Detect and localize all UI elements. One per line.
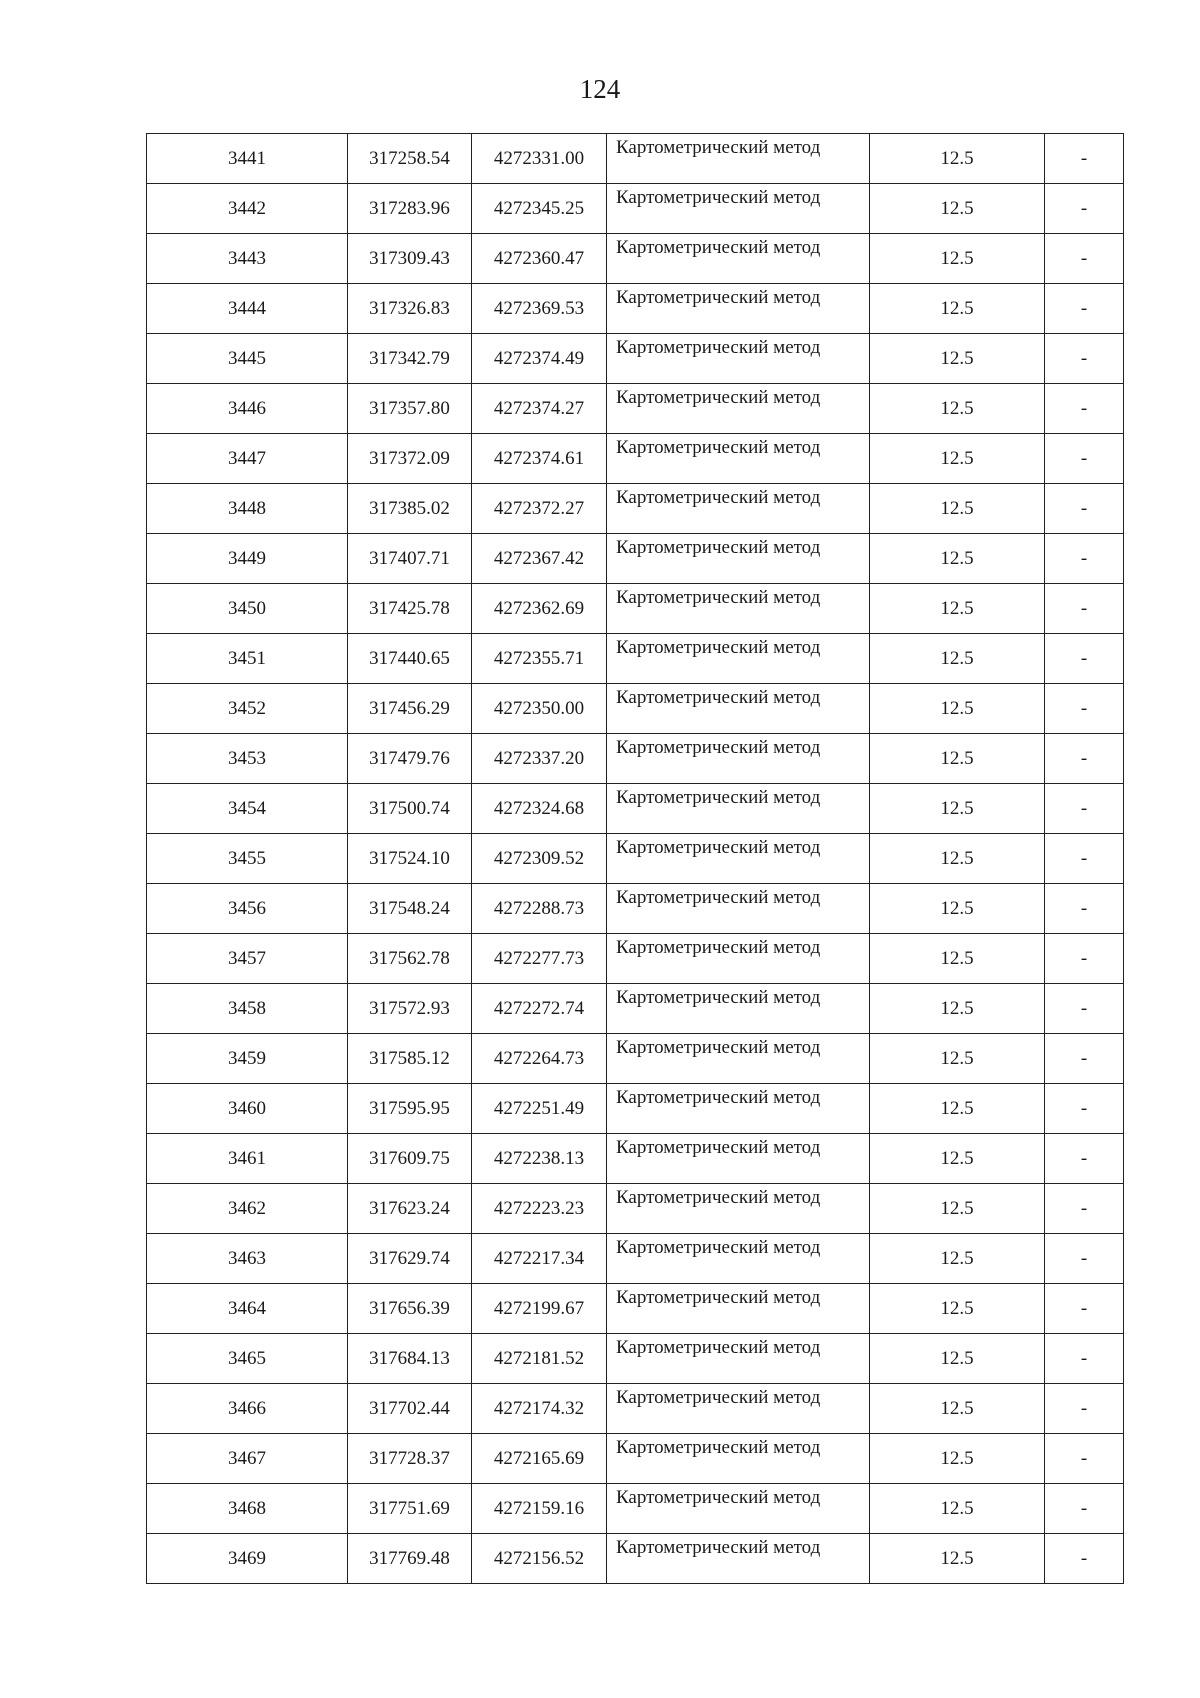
accuracy-cell: 12.5 bbox=[870, 734, 1045, 784]
x-coordinate-cell: 317425.78 bbox=[348, 584, 472, 634]
x-coordinate-cell: 317702.44 bbox=[348, 1384, 472, 1434]
x-coordinate-cell: 317609.75 bbox=[348, 1134, 472, 1184]
table-row bbox=[147, 1534, 1124, 1584]
x-coordinate-cell: 317751.69 bbox=[348, 1484, 472, 1534]
point-number-cell: 3460 bbox=[147, 1084, 348, 1134]
table-row bbox=[147, 684, 1124, 734]
note-cell: - bbox=[1045, 284, 1124, 334]
coordinates-table-body bbox=[147, 134, 1124, 1584]
point-number-cell: 3446 bbox=[147, 384, 348, 434]
accuracy-cell: 12.5 bbox=[870, 334, 1045, 384]
table-row bbox=[147, 584, 1124, 634]
method-cell: Картометрический метод bbox=[607, 1334, 870, 1384]
y-coordinate-cell: 4272360.47 bbox=[472, 234, 607, 284]
x-coordinate-cell: 317283.96 bbox=[348, 184, 472, 234]
y-coordinate-cell: 4272156.52 bbox=[472, 1534, 607, 1584]
method-cell: Картометрический метод bbox=[607, 584, 870, 634]
method-cell: Картометрический метод bbox=[607, 834, 870, 884]
point-number-cell: 3452 bbox=[147, 684, 348, 734]
table-row bbox=[147, 784, 1124, 834]
x-coordinate-cell: 317342.79 bbox=[348, 334, 472, 384]
accuracy-cell: 12.5 bbox=[870, 984, 1045, 1034]
method-cell: Картометрический метод bbox=[607, 634, 870, 684]
x-coordinate-cell: 317656.39 bbox=[348, 1284, 472, 1334]
point-number-cell: 3463 bbox=[147, 1234, 348, 1284]
accuracy-cell: 12.5 bbox=[870, 1234, 1045, 1284]
y-coordinate-cell: 4272374.61 bbox=[472, 434, 607, 484]
accuracy-cell: 12.5 bbox=[870, 434, 1045, 484]
method-cell: Картометрический метод bbox=[607, 484, 870, 534]
x-coordinate-cell: 317769.48 bbox=[348, 1534, 472, 1584]
x-coordinate-cell: 317585.12 bbox=[348, 1034, 472, 1084]
x-coordinate-cell: 317385.02 bbox=[348, 484, 472, 534]
accuracy-cell: 12.5 bbox=[870, 184, 1045, 234]
accuracy-cell: 12.5 bbox=[870, 634, 1045, 684]
method-cell: Картометрический метод bbox=[607, 184, 870, 234]
note-cell: - bbox=[1045, 434, 1124, 484]
note-cell: - bbox=[1045, 384, 1124, 434]
y-coordinate-cell: 4272181.52 bbox=[472, 1334, 607, 1384]
point-number-cell: 3448 bbox=[147, 484, 348, 534]
point-number-cell: 3458 bbox=[147, 984, 348, 1034]
note-cell: - bbox=[1045, 1284, 1124, 1334]
y-coordinate-cell: 4272362.69 bbox=[472, 584, 607, 634]
y-coordinate-cell: 4272345.25 bbox=[472, 184, 607, 234]
y-coordinate-cell: 4272369.53 bbox=[472, 284, 607, 334]
x-coordinate-cell: 317548.24 bbox=[348, 884, 472, 934]
method-cell: Картометрический метод bbox=[607, 1534, 870, 1584]
method-cell: Картометрический метод bbox=[607, 734, 870, 784]
y-coordinate-cell: 4272238.13 bbox=[472, 1134, 607, 1184]
table-row bbox=[147, 284, 1124, 334]
x-coordinate-cell: 317479.76 bbox=[348, 734, 472, 784]
note-cell: - bbox=[1045, 1384, 1124, 1434]
point-number-cell: 3447 bbox=[147, 434, 348, 484]
accuracy-cell: 12.5 bbox=[870, 784, 1045, 834]
table-row bbox=[147, 634, 1124, 684]
point-number-cell: 3442 bbox=[147, 184, 348, 234]
note-cell: - bbox=[1045, 1084, 1124, 1134]
x-coordinate-cell: 317407.71 bbox=[348, 534, 472, 584]
method-cell: Картометрический метод bbox=[607, 384, 870, 434]
x-coordinate-cell: 317357.80 bbox=[348, 384, 472, 434]
coordinates-table bbox=[146, 133, 1124, 1584]
y-coordinate-cell: 4272355.71 bbox=[472, 634, 607, 684]
point-number-cell: 3445 bbox=[147, 334, 348, 384]
note-cell: - bbox=[1045, 1334, 1124, 1384]
method-cell: Картометрический метод bbox=[607, 1384, 870, 1434]
method-cell: Картометрический метод bbox=[607, 1084, 870, 1134]
method-cell: Картометрический метод bbox=[607, 1134, 870, 1184]
note-cell: - bbox=[1045, 134, 1124, 184]
method-cell: Картометрический метод bbox=[607, 1034, 870, 1084]
table-row bbox=[147, 734, 1124, 784]
x-coordinate-cell: 317372.09 bbox=[348, 434, 472, 484]
note-cell: - bbox=[1045, 784, 1124, 834]
table-row bbox=[147, 534, 1124, 584]
point-number-cell: 3453 bbox=[147, 734, 348, 784]
table-row bbox=[147, 1334, 1124, 1384]
accuracy-cell: 12.5 bbox=[870, 1334, 1045, 1384]
table-row bbox=[147, 1284, 1124, 1334]
accuracy-cell: 12.5 bbox=[870, 884, 1045, 934]
x-coordinate-cell: 317440.65 bbox=[348, 634, 472, 684]
y-coordinate-cell: 4272277.73 bbox=[472, 934, 607, 984]
point-number-cell: 3451 bbox=[147, 634, 348, 684]
accuracy-cell: 12.5 bbox=[870, 384, 1045, 434]
table-row bbox=[147, 1434, 1124, 1484]
x-coordinate-cell: 317524.10 bbox=[348, 834, 472, 884]
method-cell: Картометрический метод bbox=[607, 1434, 870, 1484]
note-cell: - bbox=[1045, 934, 1124, 984]
y-coordinate-cell: 4272174.32 bbox=[472, 1384, 607, 1434]
method-cell: Картометрический метод bbox=[607, 684, 870, 734]
y-coordinate-cell: 4272331.00 bbox=[472, 134, 607, 184]
y-coordinate-cell: 4272367.42 bbox=[472, 534, 607, 584]
table-row bbox=[147, 1184, 1124, 1234]
x-coordinate-cell: 317309.43 bbox=[348, 234, 472, 284]
table-row bbox=[147, 934, 1124, 984]
method-cell: Картометрический метод bbox=[607, 1484, 870, 1534]
method-cell: Картометрический метод bbox=[607, 784, 870, 834]
table-row bbox=[147, 334, 1124, 384]
point-number-cell: 3441 bbox=[147, 134, 348, 184]
accuracy-cell: 12.5 bbox=[870, 834, 1045, 884]
note-cell: - bbox=[1045, 1534, 1124, 1584]
x-coordinate-cell: 317562.78 bbox=[348, 934, 472, 984]
note-cell: - bbox=[1045, 984, 1124, 1034]
accuracy-cell: 12.5 bbox=[870, 484, 1045, 534]
table-row bbox=[147, 1034, 1124, 1084]
table-row bbox=[147, 884, 1124, 934]
point-number-cell: 3449 bbox=[147, 534, 348, 584]
accuracy-cell: 12.5 bbox=[870, 1534, 1045, 1584]
page-number: 124 bbox=[579, 74, 621, 104]
table-row bbox=[147, 234, 1124, 284]
x-coordinate-cell: 317629.74 bbox=[348, 1234, 472, 1284]
x-coordinate-cell: 317595.95 bbox=[348, 1084, 472, 1134]
point-number-cell: 3459 bbox=[147, 1034, 348, 1084]
table-row bbox=[147, 484, 1124, 534]
accuracy-cell: 12.5 bbox=[870, 1484, 1045, 1534]
x-coordinate-cell: 317456.29 bbox=[348, 684, 472, 734]
accuracy-cell: 12.5 bbox=[870, 284, 1045, 334]
method-cell: Картометрический метод bbox=[607, 134, 870, 184]
accuracy-cell: 12.5 bbox=[870, 1084, 1045, 1134]
note-cell: - bbox=[1045, 684, 1124, 734]
note-cell: - bbox=[1045, 534, 1124, 584]
x-coordinate-cell: 317326.83 bbox=[348, 284, 472, 334]
x-coordinate-cell: 317258.54 bbox=[348, 134, 472, 184]
y-coordinate-cell: 4272165.69 bbox=[472, 1434, 607, 1484]
point-number-cell: 3464 bbox=[147, 1284, 348, 1334]
table-row bbox=[147, 1084, 1124, 1134]
point-number-cell: 3457 bbox=[147, 934, 348, 984]
note-cell: - bbox=[1045, 584, 1124, 634]
y-coordinate-cell: 4272223.23 bbox=[472, 1184, 607, 1234]
table-row bbox=[147, 434, 1124, 484]
note-cell: - bbox=[1045, 1434, 1124, 1484]
y-coordinate-cell: 4272272.74 bbox=[472, 984, 607, 1034]
method-cell: Картометрический метод bbox=[607, 1284, 870, 1334]
point-number-cell: 3468 bbox=[147, 1484, 348, 1534]
y-coordinate-cell: 4272264.73 bbox=[472, 1034, 607, 1084]
note-cell: - bbox=[1045, 334, 1124, 384]
accuracy-cell: 12.5 bbox=[870, 1184, 1045, 1234]
point-number-cell: 3450 bbox=[147, 584, 348, 634]
accuracy-cell: 12.5 bbox=[870, 534, 1045, 584]
note-cell: - bbox=[1045, 1134, 1124, 1184]
y-coordinate-cell: 4272309.52 bbox=[472, 834, 607, 884]
accuracy-cell: 12.5 bbox=[870, 234, 1045, 284]
method-cell: Картометрический метод bbox=[607, 534, 870, 584]
accuracy-cell: 12.5 bbox=[870, 1284, 1045, 1334]
method-cell: Картометрический метод bbox=[607, 1234, 870, 1284]
method-cell: Картометрический метод bbox=[607, 234, 870, 284]
note-cell: - bbox=[1045, 184, 1124, 234]
table-row bbox=[147, 184, 1124, 234]
note-cell: - bbox=[1045, 734, 1124, 784]
point-number-cell: 3467 bbox=[147, 1434, 348, 1484]
point-number-cell: 3456 bbox=[147, 884, 348, 934]
note-cell: - bbox=[1045, 634, 1124, 684]
y-coordinate-cell: 4272288.73 bbox=[472, 884, 607, 934]
table-row bbox=[147, 834, 1124, 884]
table-row bbox=[147, 984, 1124, 1034]
y-coordinate-cell: 4272217.34 bbox=[472, 1234, 607, 1284]
method-cell: Картометрический метод bbox=[607, 884, 870, 934]
table-row bbox=[147, 1484, 1124, 1534]
x-coordinate-cell: 317572.93 bbox=[348, 984, 472, 1034]
accuracy-cell: 12.5 bbox=[870, 934, 1045, 984]
note-cell: - bbox=[1045, 1184, 1124, 1234]
method-cell: Картометрический метод bbox=[607, 934, 870, 984]
point-number-cell: 3466 bbox=[147, 1384, 348, 1434]
y-coordinate-cell: 4272374.27 bbox=[472, 384, 607, 434]
x-coordinate-cell: 317500.74 bbox=[348, 784, 472, 834]
note-cell: - bbox=[1045, 484, 1124, 534]
point-number-cell: 3454 bbox=[147, 784, 348, 834]
method-cell: Картометрический метод bbox=[607, 434, 870, 484]
note-cell: - bbox=[1045, 834, 1124, 884]
table-row bbox=[147, 134, 1124, 184]
table-row bbox=[147, 1234, 1124, 1284]
note-cell: - bbox=[1045, 1234, 1124, 1284]
method-cell: Картометрический метод bbox=[607, 984, 870, 1034]
accuracy-cell: 12.5 bbox=[870, 1434, 1045, 1484]
x-coordinate-cell: 317623.24 bbox=[348, 1184, 472, 1234]
accuracy-cell: 12.5 bbox=[870, 684, 1045, 734]
point-number-cell: 3443 bbox=[147, 234, 348, 284]
method-cell: Картометрический метод bbox=[607, 284, 870, 334]
table-row bbox=[147, 384, 1124, 434]
point-number-cell: 3461 bbox=[147, 1134, 348, 1184]
x-coordinate-cell: 317728.37 bbox=[348, 1434, 472, 1484]
x-coordinate-cell: 317684.13 bbox=[348, 1334, 472, 1384]
y-coordinate-cell: 4272324.68 bbox=[472, 784, 607, 834]
accuracy-cell: 12.5 bbox=[870, 134, 1045, 184]
y-coordinate-cell: 4272337.20 bbox=[472, 734, 607, 784]
accuracy-cell: 12.5 bbox=[870, 1034, 1045, 1084]
note-cell: - bbox=[1045, 1034, 1124, 1084]
method-cell: Картометрический метод bbox=[607, 334, 870, 384]
y-coordinate-cell: 4272199.67 bbox=[472, 1284, 607, 1334]
point-number-cell: 3444 bbox=[147, 284, 348, 334]
y-coordinate-cell: 4272159.16 bbox=[472, 1484, 607, 1534]
table-row bbox=[147, 1134, 1124, 1184]
table-row bbox=[147, 1384, 1124, 1434]
point-number-cell: 3465 bbox=[147, 1334, 348, 1384]
y-coordinate-cell: 4272372.27 bbox=[472, 484, 607, 534]
note-cell: - bbox=[1045, 1484, 1124, 1534]
y-coordinate-cell: 4272374.49 bbox=[472, 334, 607, 384]
point-number-cell: 3462 bbox=[147, 1184, 348, 1234]
point-number-cell: 3455 bbox=[147, 834, 348, 884]
method-cell: Картометрический метод bbox=[607, 1184, 870, 1234]
accuracy-cell: 12.5 bbox=[870, 584, 1045, 634]
note-cell: - bbox=[1045, 234, 1124, 284]
y-coordinate-cell: 4272251.49 bbox=[472, 1084, 607, 1134]
accuracy-cell: 12.5 bbox=[870, 1134, 1045, 1184]
note-cell: - bbox=[1045, 884, 1124, 934]
accuracy-cell: 12.5 bbox=[870, 1384, 1045, 1434]
point-number-cell: 3469 bbox=[147, 1534, 348, 1584]
y-coordinate-cell: 4272350.00 bbox=[472, 684, 607, 734]
